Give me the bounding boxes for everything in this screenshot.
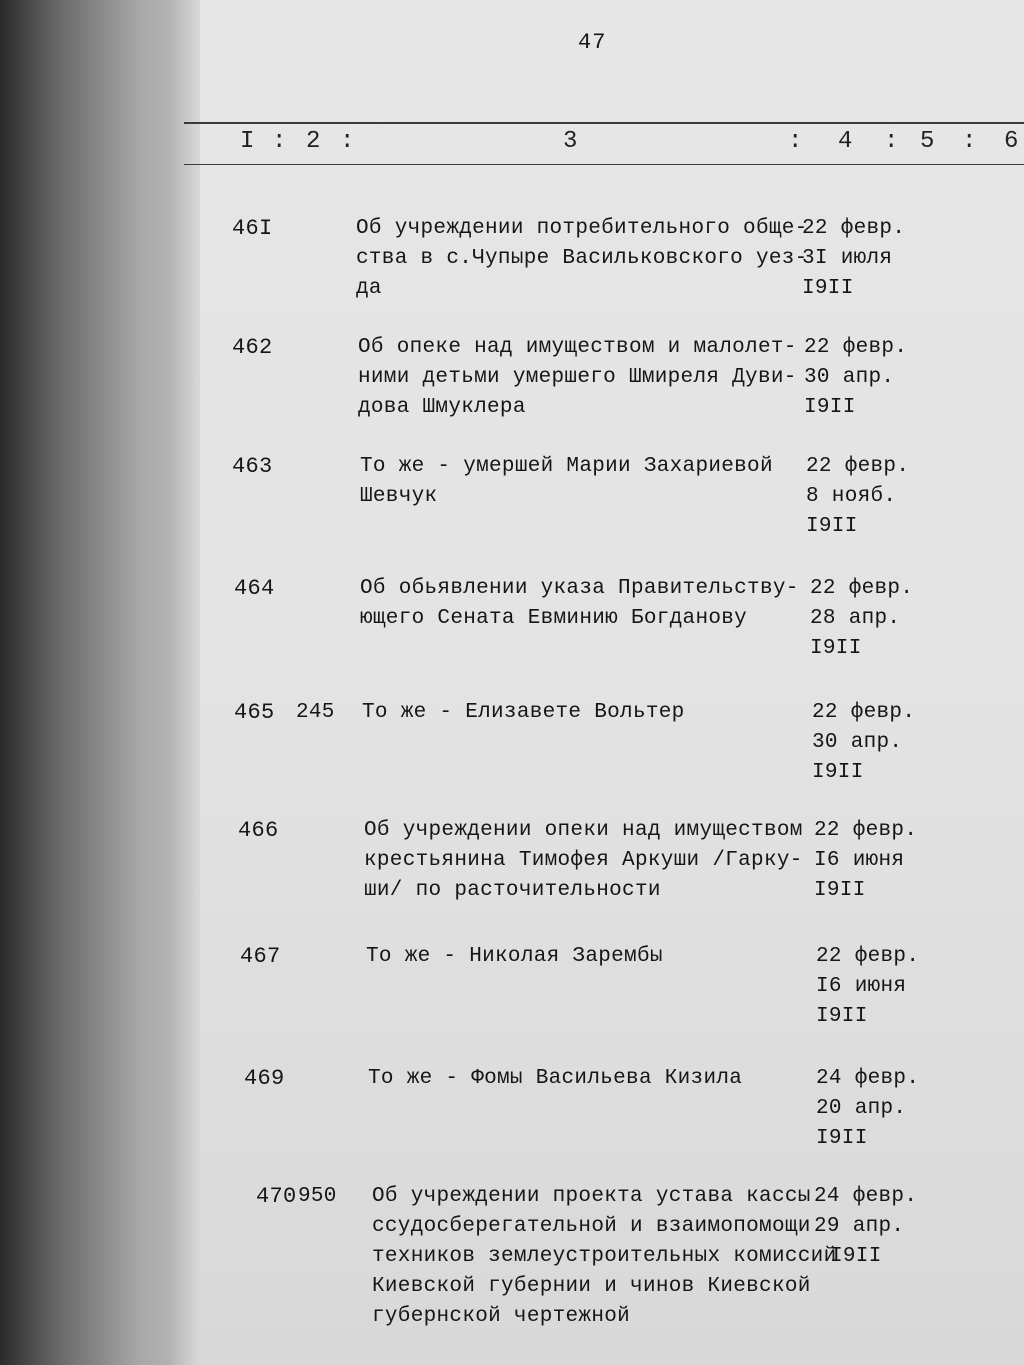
description-line: То же - Николая Зарембы [366,945,663,968]
entry-number: 463 [232,454,273,479]
entry-description [364,816,804,906]
year: I9II [816,1005,868,1028]
column-header-4: 4 [838,128,853,155]
column-separator: : [962,128,977,155]
column-header-1: I [240,128,255,155]
entry-description [360,452,800,512]
end-date: 20 апр. [816,1097,907,1120]
page-number: 47 [578,30,607,55]
description-line: дова Шмуклера [358,396,526,419]
header-rule-bottom [184,164,1024,165]
start-date: 24 февр. [814,1185,918,1208]
year: I9II [814,879,866,902]
column-header-5: 5 [920,128,935,155]
year: I9II [816,1127,868,1150]
entry-description [356,214,808,304]
description-line: Об обьявлении указа Правительству- [360,577,799,600]
start-date: 22 февр. [812,701,916,724]
column-separator: : [884,128,899,155]
entry-dates [810,574,913,664]
start-date: 24 февр. [816,1067,920,1090]
column-separator: : [272,128,287,155]
description-line: Киевской губернии и чинов Киевской [372,1275,811,1298]
end-date: 30 апр. [812,731,903,754]
description-line: Об опеке над имуществом и малолет- [358,336,797,359]
end-date: 28 апр. [810,607,901,630]
entry-description [358,333,798,423]
description-line: ними детьми умершего Шмиреля Дуви- [358,366,797,389]
column-separator: : [788,128,803,155]
year: I9II [830,1245,882,1268]
entry-description [362,698,802,728]
entry-dates [816,1064,919,1154]
start-date: 22 февр. [816,945,920,968]
entry-number: 465 [234,700,275,725]
description-line: ссудосберегательной и взаимопомощи [372,1215,811,1238]
year: I9II [802,277,854,300]
entry-dates [814,816,917,906]
description-line: То же - Елизавете Вольтер [362,701,685,724]
entry-extra-number: 245 [296,701,335,724]
column-separator: : [340,128,355,155]
entry-description [366,942,806,972]
year: I9II [812,761,864,784]
year: I9II [804,396,856,419]
description-line: ющего Сената Евминию Богданову [360,607,748,630]
start-date: 22 февр. [802,217,906,240]
description-line: Об учреждении проекта устава кассы [372,1185,811,1208]
description-line: Об учреждении опеки над имуществом [364,819,803,842]
document-page [200,0,1024,1365]
end-date: 29 апр. [814,1215,905,1238]
start-date: 22 февр. [810,577,914,600]
description-line: техников землеустроительных комиссий [372,1245,837,1268]
entry-number: 466 [238,818,279,843]
entry-number: 464 [234,576,275,601]
end-date: 8 нояб. [806,485,897,508]
entry-description [372,1182,837,1332]
entry-dates [802,214,905,304]
end-date: I6 июня [814,849,905,872]
year: I9II [806,515,858,538]
description-line: Шевчук [360,485,438,508]
column-header-2: 2 [306,128,321,155]
end-date: 3I июля [802,247,893,270]
description-line: ства в с.Чупыре Васильковского уез- [356,247,808,270]
entry-number: 467 [240,944,281,969]
entry-number: 46I [232,216,273,241]
entry-dates [812,698,915,788]
entry-extra-number: 950 [298,1185,337,1208]
column-header-3: 3 [563,128,578,155]
description-line: То же - Фомы Васильева Кизила [368,1067,743,1090]
description-line: Об учреждении потребительного обще- [356,217,808,240]
end-date: 30 апр. [804,366,895,389]
description-line: губернской чертежной [372,1305,631,1328]
description-line: да [356,277,382,300]
entry-dates [804,333,907,423]
entry-description [360,574,800,634]
entry-number: 462 [232,335,273,360]
start-date: 22 февр. [814,819,918,842]
year: I9II [810,637,862,660]
entry-number: 469 [244,1066,285,1091]
end-date: I6 июня [816,975,907,998]
entry-dates [816,942,919,1032]
description-line: ши/ по расточительности [364,879,661,902]
start-date: 22 февр. [804,336,908,359]
start-date: 22 февр. [806,455,910,478]
entry-description [368,1064,808,1094]
entry-dates [806,452,909,542]
header-rule-top [184,122,1024,124]
entry-dates [814,1182,917,1272]
description-line: То же - умершей Марии Захариевой [360,455,773,478]
entry-number: 470 [256,1184,297,1209]
column-header-6: 6 [1004,128,1019,155]
description-line: крестьянина Тимофея Аркуши /Гарку- [364,849,803,872]
